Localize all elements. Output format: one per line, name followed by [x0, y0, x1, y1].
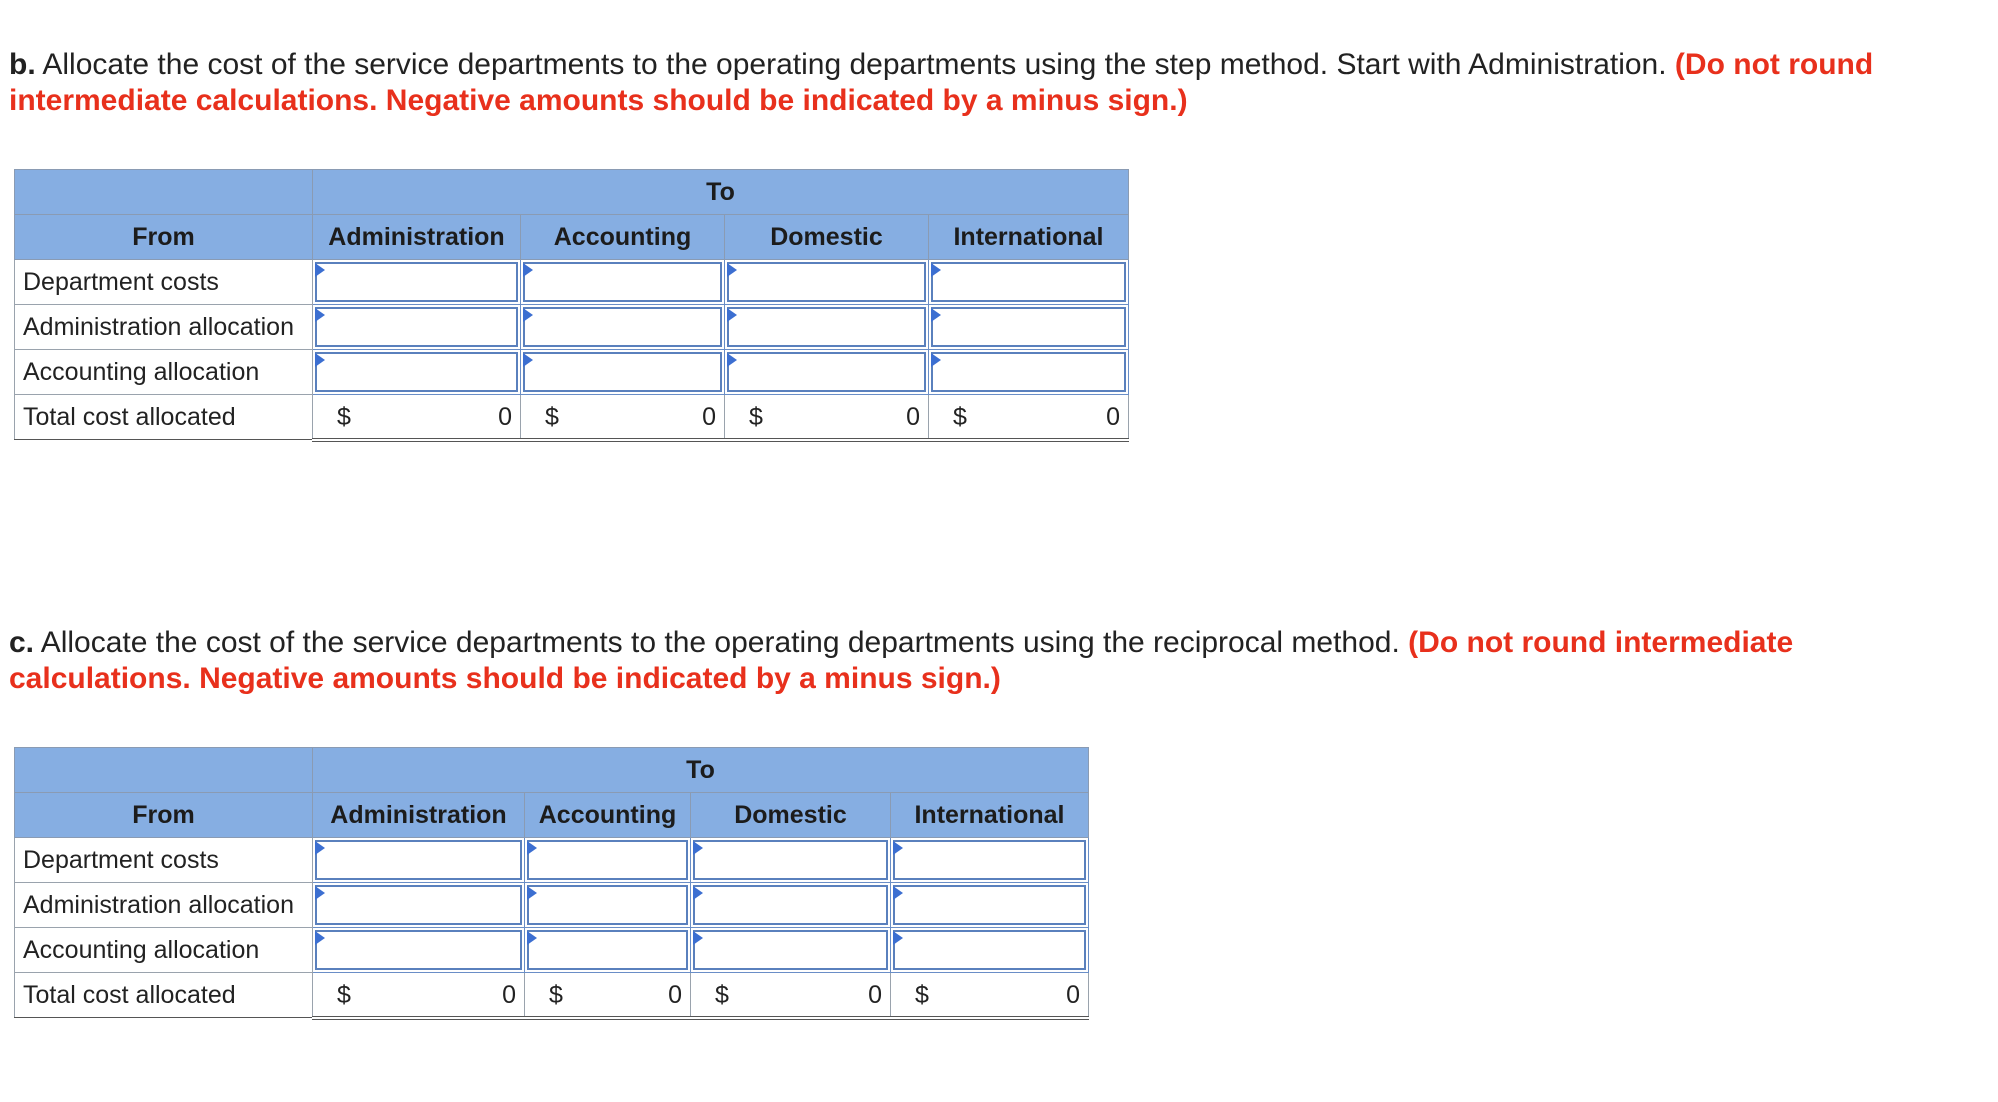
- table-row: [15, 350, 1129, 395]
- c-department-costs-international-input[interactable]: [891, 838, 1089, 883]
- c-total-domestic: [691, 973, 891, 1018]
- row-label-administration-allocation: Administration allocation: [15, 305, 313, 350]
- currency-symbol: $: [953, 403, 967, 431]
- total-value: 0: [868, 981, 882, 1009]
- to-header: To: [313, 748, 1089, 793]
- c-department-costs-accounting-input[interactable]: [525, 838, 691, 883]
- part-c-instruction: [9, 625, 1969, 697]
- col-domestic: Domestic: [691, 793, 891, 838]
- c-admin-allocation-administration-input[interactable]: [313, 883, 525, 928]
- col-domestic: Domestic: [725, 215, 929, 260]
- b-acct-allocation-domestic-input[interactable]: [725, 350, 929, 395]
- row-label-department-costs: Department costs: [15, 838, 313, 883]
- b-department-costs-administration-input[interactable]: [313, 260, 521, 305]
- b-department-costs-accounting-input[interactable]: [521, 260, 725, 305]
- row-label-accounting-allocation: Accounting allocation: [15, 928, 313, 973]
- c-acct-allocation-administration-input[interactable]: [313, 928, 525, 973]
- col-international: International: [891, 793, 1089, 838]
- total-row: [15, 973, 1089, 1018]
- table-row: [15, 928, 1089, 973]
- b-acct-allocation-administration-input[interactable]: [313, 350, 521, 395]
- total-value: 0: [498, 403, 512, 431]
- b-acct-allocation-international-input[interactable]: [929, 350, 1129, 395]
- b-department-costs-domestic-input[interactable]: [725, 260, 929, 305]
- row-label-administration-allocation: Administration allocation: [15, 883, 313, 928]
- reciprocal-method-table: [14, 747, 1089, 1020]
- step-method-table: [14, 169, 1129, 442]
- c-department-costs-administration-input[interactable]: [313, 838, 525, 883]
- from-header: From: [15, 793, 313, 838]
- part-c-letter: c.: [9, 626, 35, 659]
- c-department-costs-domestic-input[interactable]: [691, 838, 891, 883]
- b-admin-allocation-international-input[interactable]: [929, 305, 1129, 350]
- col-accounting: Accounting: [525, 793, 691, 838]
- table-row: [15, 883, 1089, 928]
- row-label-department-costs: Department costs: [15, 260, 313, 305]
- total-value: 0: [1106, 403, 1120, 431]
- b-admin-allocation-domestic-input[interactable]: [725, 305, 929, 350]
- col-accounting: Accounting: [521, 215, 725, 260]
- header-blank: [15, 170, 313, 215]
- b-admin-allocation-accounting-input[interactable]: [521, 305, 725, 350]
- b-total-international: [929, 395, 1129, 440]
- c-acct-allocation-accounting-input[interactable]: [525, 928, 691, 973]
- part-b-instruction: [9, 47, 1969, 119]
- total-value: 0: [668, 981, 682, 1009]
- row-label-total-cost-allocated: Total cost allocated: [15, 973, 313, 1018]
- total-value: 0: [1066, 981, 1080, 1009]
- b-total-accounting: [521, 395, 725, 440]
- c-acct-allocation-domestic-input[interactable]: [691, 928, 891, 973]
- part-b-instruction-text: Allocate the cost of the service departments to the operating departments using the step method. Start with Administration.: [42, 48, 1667, 81]
- table-row: [15, 838, 1089, 883]
- col-international: International: [929, 215, 1129, 260]
- c-admin-allocation-accounting-input[interactable]: [525, 883, 691, 928]
- currency-symbol: $: [549, 981, 563, 1009]
- part-b-letter: b.: [9, 48, 36, 81]
- b-department-costs-international-input[interactable]: [929, 260, 1129, 305]
- b-acct-allocation-accounting-input[interactable]: [521, 350, 725, 395]
- from-header: From: [15, 215, 313, 260]
- row-label-accounting-allocation: Accounting allocation: [15, 350, 313, 395]
- currency-symbol: $: [545, 403, 559, 431]
- col-administration: Administration: [313, 215, 521, 260]
- b-admin-allocation-administration-input[interactable]: [313, 305, 521, 350]
- c-admin-allocation-domestic-input[interactable]: [691, 883, 891, 928]
- row-label-total-cost-allocated: Total cost allocated: [15, 395, 313, 440]
- part-b-note: (Do not round intermediate calculations. Negative amounts should be indicated by a minus sign.): [9, 48, 1874, 117]
- currency-symbol: $: [337, 981, 351, 1009]
- to-header: To: [313, 170, 1129, 215]
- currency-symbol: $: [715, 981, 729, 1009]
- c-total-international: [891, 973, 1089, 1018]
- b-total-administration: [313, 395, 521, 440]
- table-row: [15, 305, 1129, 350]
- part-c-instruction-text: Allocate the cost of the service departments to the operating departments using the reciprocal method.: [40, 626, 1400, 659]
- currency-symbol: $: [915, 981, 929, 1009]
- header-blank: [15, 748, 313, 793]
- table-row: [15, 260, 1129, 305]
- total-value: 0: [702, 403, 716, 431]
- total-value: 0: [502, 981, 516, 1009]
- c-total-accounting: [525, 973, 691, 1018]
- c-acct-allocation-international-input[interactable]: [891, 928, 1089, 973]
- b-total-domestic: [725, 395, 929, 440]
- col-administration: Administration: [313, 793, 525, 838]
- currency-symbol: $: [337, 403, 351, 431]
- total-value: 0: [906, 403, 920, 431]
- part-c-note: (Do not round intermediate calculations. Negative amounts should be indicated by a minus sign.): [9, 626, 1794, 695]
- total-row: [15, 395, 1129, 440]
- c-admin-allocation-international-input[interactable]: [891, 883, 1089, 928]
- c-total-administration: [313, 973, 525, 1018]
- currency-symbol: $: [749, 403, 763, 431]
